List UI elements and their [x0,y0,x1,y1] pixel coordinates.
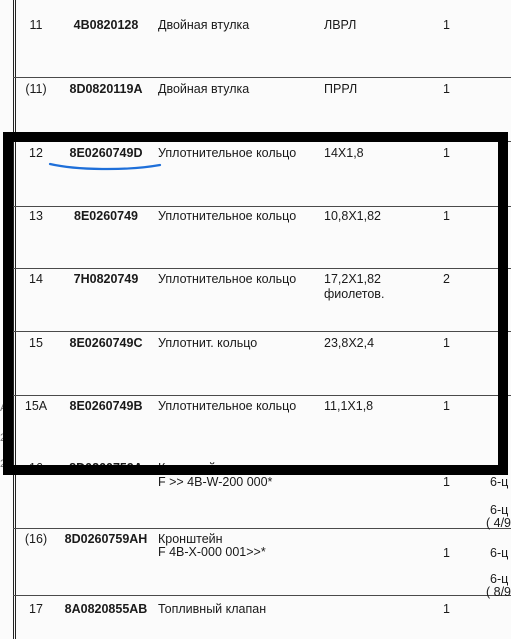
position-cell: 14 [29,272,43,286]
quantity-cell: 1 [443,146,450,160]
quantity-cell: 1 [443,82,450,96]
row-divider [13,528,511,529]
quantity-cell: 1 [443,546,450,560]
position-cell: 16 [29,461,43,475]
edge-mark: A [0,402,8,414]
quantity-cell: 1 [443,475,450,489]
quantity-cell: 1 [443,399,450,413]
part-number-cell: 8D0260759AH [64,532,148,546]
part-number-cell: 8E0260749B [69,399,143,413]
part-number-cell: 8D0820119A [69,82,143,96]
highlight-frame [3,132,508,475]
note-cell-line3: ( 8/9 [486,585,511,599]
spec-cell: ЛВРЛ [324,18,357,32]
part-number-cell: 8E0260749C [69,336,143,350]
position-cell: 11 [29,18,43,32]
part-name-cell: Уплотнительное кольцо [158,399,297,413]
spec-cell: 11,1X1,8 [324,399,374,413]
part-name-cell-line2: F 4B-X-000 001>>* [158,545,266,559]
spec-cell: 17,2X1,82 [324,272,381,286]
part-number-cell: 7H0820749 [73,272,139,286]
spec-cell: 14X1,8 [324,146,364,160]
note-cell: 6-ц [490,546,509,560]
part-name-cell-line2: F >> 4B-W-200 000* [158,475,273,489]
row-divider [13,595,511,596]
part-name-cell: Уплотнительное кольцо [158,272,297,286]
position-cell: 13 [29,209,43,223]
part-number-cell: 8E0260749 [74,209,138,223]
part-name-cell: Кронштейн [158,532,223,546]
position-cell: 15A [24,399,48,413]
part-number-cell: 4B0820128 [73,18,139,32]
part-number-cell: 8A0820855AB [64,602,148,616]
part-name-cell: Двойная втулка [158,18,250,32]
edge-mark: 2 [0,458,7,470]
part-name-cell: Кронштейн [158,461,223,475]
part-name-cell: Уплотнительное кольцо [158,146,297,160]
spec-cell-line2: фиолетов. [324,287,385,301]
note-cell-line2: 6-ц [490,572,509,586]
quantity-cell: 1 [443,336,450,350]
quantity-cell: 1 [443,602,450,616]
part-number-cell: 8E0260749D [69,146,143,160]
spec-cell: 23,8X2,4 [324,336,375,350]
part-name-cell: Топливный клапан [158,602,267,616]
quantity-cell: 1 [443,209,450,223]
row-divider [13,77,511,78]
position-cell: 15 [29,336,43,350]
spec-cell: ПРРЛ [324,82,358,96]
note-cell-line3: ( 4/9 [486,516,511,530]
position-cell: (11) [25,82,47,96]
quantity-cell: 2 [443,272,450,286]
note-cell: 6-ц [490,475,509,489]
position-cell: 17 [29,602,43,616]
part-name-cell: Уплотнительное кольцо [158,209,297,223]
part-name-cell: Уплотнит. кольцо [158,336,258,350]
quantity-cell: 1 [443,18,450,32]
part-number-cell: 8D0260759A [69,461,143,475]
edge-mark: 2 [0,432,7,444]
note-cell-line2: 6-ц [490,503,509,517]
position-cell: 12 [29,146,43,160]
spec-cell: 10,8X1,82 [324,209,381,223]
position-cell: (16) [24,532,48,546]
part-name-cell: Двойная втулка [158,82,250,96]
